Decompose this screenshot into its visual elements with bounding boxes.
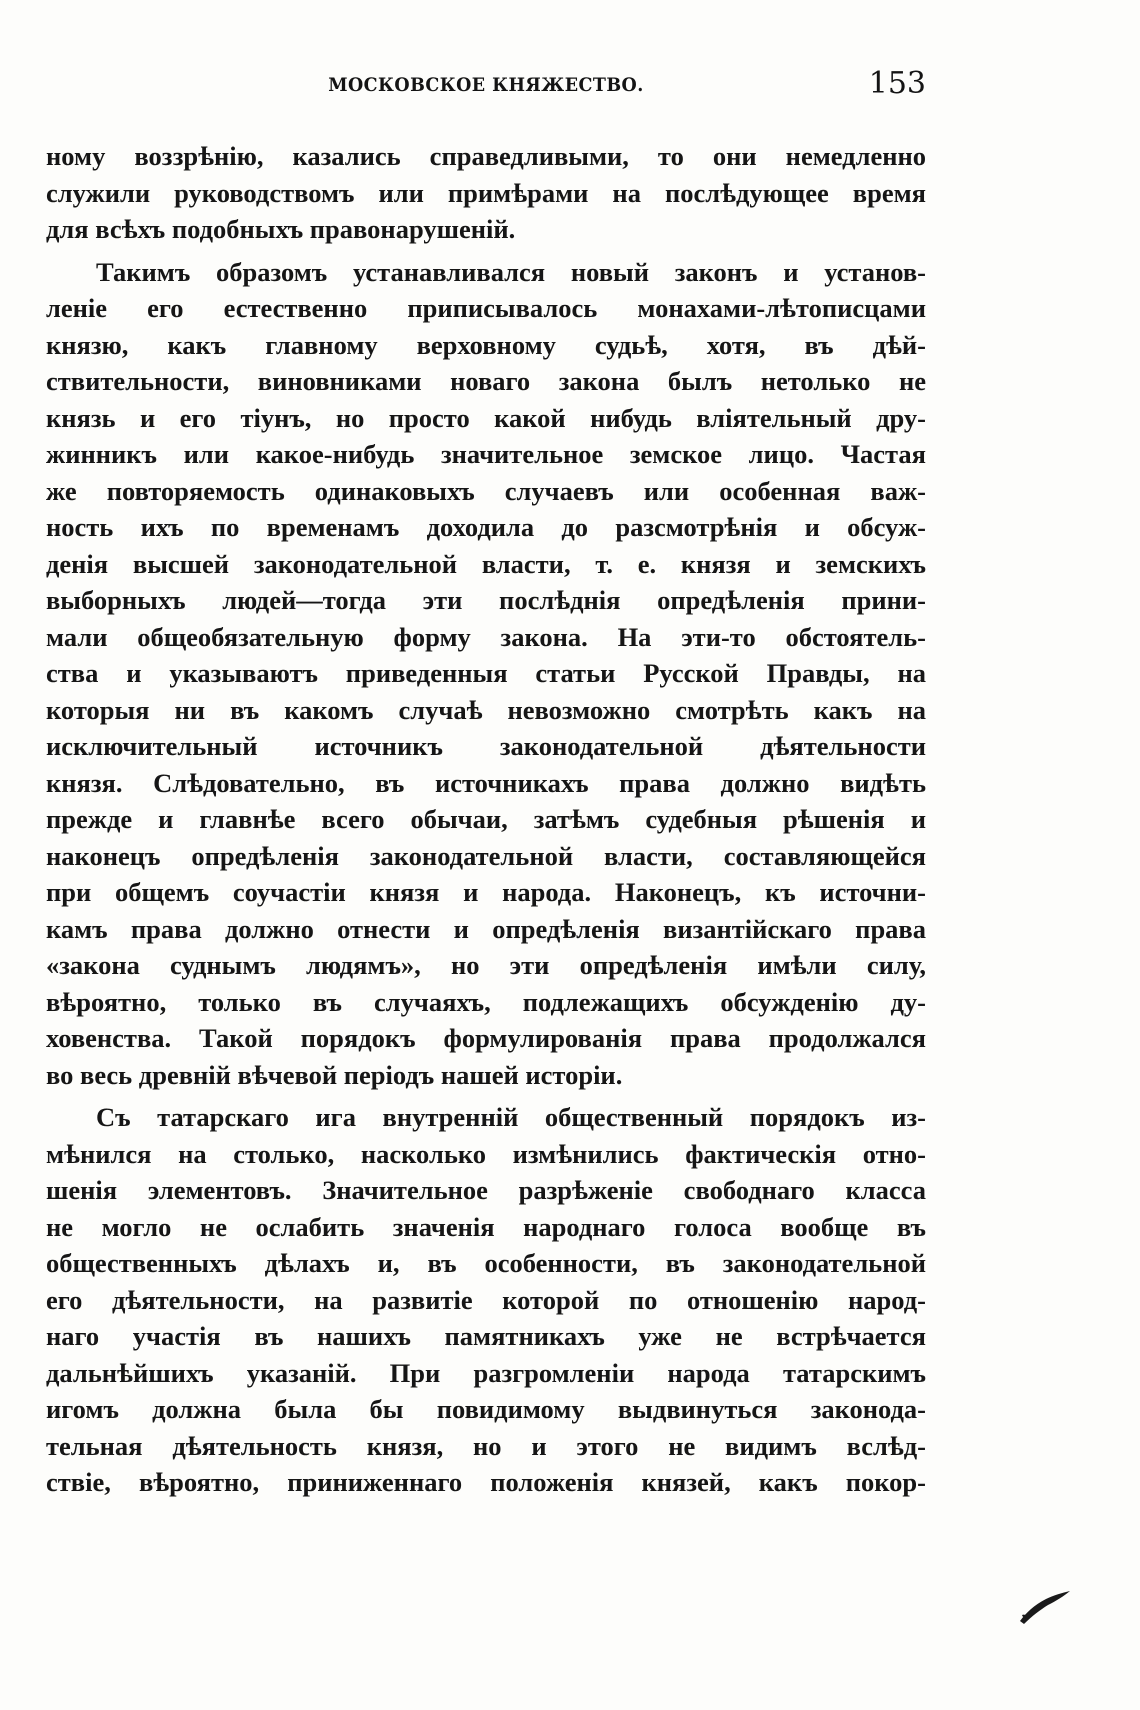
text-line: ствительности, виновниками новаго закона былъ нетолько не: [46, 366, 926, 396]
ink-blot-mark: [1016, 1585, 1072, 1627]
body-text: [46, 138, 926, 1501]
text-line: ствіе, вѣроятно, приниженнаго положенія князей, какъ покор-: [46, 1467, 926, 1497]
text-line: ность ихъ по временамъ доходила до разсмотрѣнія и обсуж-: [46, 512, 926, 542]
text-line: денія высшей законодательной власти, т. е. князя и земскихъ: [46, 548, 926, 579]
text-line: князя. Слѣдовательно, въ источникахъ права должно видѣть: [46, 767, 926, 798]
text-line: Такимъ образомъ устанавливался новый законъ и установ-: [96, 256, 926, 287]
page-number: 153: [868, 66, 926, 101]
paragraph: [46, 254, 926, 1094]
text-line: служили руководствомъ или примѣрами на послѣдующее время: [46, 177, 926, 208]
text-line: наконецъ опредѣленія законодательной власти, составляющейся: [46, 840, 926, 871]
text-line: не могло не ослабить значенія народнаго голоса вообще въ: [46, 1211, 926, 1242]
text-line: исключительный источникъ законодательной дѣятельности: [46, 731, 926, 761]
text-line: «закона суднымъ людямъ», но эти опредѣленія имѣли силу,: [46, 950, 926, 980]
text-line: дальнѣйшихъ указаній. При разгромленіи народа татарскимъ: [46, 1357, 926, 1388]
text-line: жинникъ или какое-нибудь значительное земское лицо. Частая: [46, 439, 926, 469]
text-line: же повторяемость одинаковыхъ случаевъ или особенная важ-: [46, 475, 926, 506]
text-line: князь и его тіунъ, но просто какой нибудь вліятельный дру-: [46, 402, 926, 433]
text-line: ства и указываютъ приведенныя статьи Русской Правды, на: [46, 658, 926, 688]
text-line: Съ татарскаго ига внутренній общественный порядокъ из-: [96, 1102, 926, 1132]
text-line: ховенства. Такой порядокъ формулированія права продолжался: [46, 1023, 926, 1053]
text-line: выборныхъ людей—тогда эти послѣднія опредѣленія прини-: [46, 585, 926, 615]
text-line: вѣроятно, только въ случаяхъ, подлежащихъ обсужденію ду-: [46, 986, 926, 1017]
running-title: МОСКОВСКОЕ КНЯЖЕСТВО.: [328, 74, 644, 96]
text-line: прежде и главнѣе всего обычаи, затѣмъ судебныя рѣшенія и: [46, 804, 926, 834]
text-line: игомъ должна была бы повидимому выдвинуться законода-: [46, 1394, 926, 1424]
text-line: во весь древній вѣчевой періодъ нашей исторіи.: [46, 1059, 623, 1090]
text-line: мали общеобязательную форму закона. На эти-то обстоятель-: [46, 621, 926, 652]
text-line: шенія элементовъ. Значительное разрѣженіе свободнаго класса: [46, 1175, 926, 1205]
text-line: которыя ни въ какомъ случаѣ невозможно смотрѣть какъ на: [46, 694, 926, 725]
text-line: мѣнился на столько, насколько измѣнились фактическія отно-: [46, 1138, 926, 1169]
text-line: князю, какъ главному верховному судьѣ, хотя, въ дѣй-: [46, 329, 926, 360]
text-line: наго участія въ нашихъ памятникахъ уже не встрѣчается: [46, 1321, 926, 1351]
text-line: при общемъ соучастіи князя и народа. Наконецъ, къ источни-: [46, 877, 926, 907]
text-line: общественныхъ дѣлахъ и, въ особенности, въ законодательной: [46, 1248, 926, 1278]
paragraph: [46, 1099, 926, 1501]
text-line: камъ права должно отнести и опредѣленія византійскаго права: [46, 913, 926, 944]
text-line: для всѣхъ подобныхъ правонарушеній.: [46, 214, 516, 244]
text-line: леніе его естественно приписывалось монахами-лѣтописцами: [46, 293, 926, 323]
text-line: ному воззрѣнію, казались справедливыми, то они немедленно: [46, 141, 926, 171]
paragraph: [46, 138, 926, 248]
text-line: тельная дѣятельность князя, но и этого не видимъ вслѣд-: [46, 1430, 926, 1461]
running-header: [46, 66, 926, 106]
text-line: его дѣятельности, на развитіе которой по отношенію народ-: [46, 1284, 926, 1315]
